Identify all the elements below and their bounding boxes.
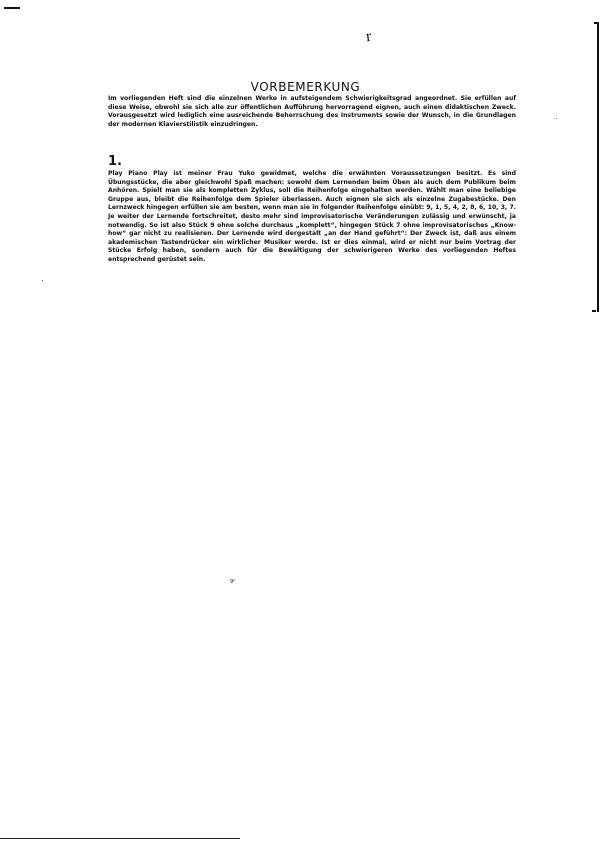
section-paragraph: Play Piano Play ist meiner Frau Yuko gewidmet, welche die erwähnten Voraussetzungen besitzt. Es sind Übungsstücke, die aber gleichwohl Spaß machen: sowohl dem Lernenden beim Üben als auch dem Publikum beim Anhören. Spielt man sie als kompletten Zyklus, soll die Reihenfolge eingehalten werden. Wählt man eine beliebige Gruppe aus, bleibt die Reihenfolge dem Spieler überlassen. Auch eignen sie sich als einzelne Zugabestücke. Den Lernzweck hingegen erfüllen sie am besten, wenn man sie in folgender Reihenfolge einübt: 9, 1, 5, 4, 2, 8, 6, 10, 3, 7. Je weiter der Lernende fortschreitet, desto mehr sind improvisatorische Veränderungen zulässig und erwünscht, ja notwendig. So ist also Stück 9 ohne solche durchaus „komplett“, hingegen Stück 7 ohne improvisatorisches „Know-how“ gar nicht zu realisieren. Der Lernende wird dergestalt „an der Hand geführt“: Der Zweck ist, daß aus einem akademischen Tastendrücker ein wirklicher Musiker werde. Ist er dies einmal, wird er nicht nur beim Vortrag der Stücke Erfolg haben, sondern auch für die Bewältigung der schwierigeren Werke des vorliegenden Heftes entsprechend gerüstet sein.	[108, 170, 516, 263]
bottom-edge-line	[0, 838, 240, 839]
page-marker: 9ᵉ	[230, 579, 236, 585]
pen-mark: r	[364, 27, 373, 46]
intro-paragraph: Im vorliegenden Heft sind die einzelnen Werke in aufsteigendem Schwierigkeitsgrad angeordnet. Sie erfüllen auf diese Weise, obwohl sie sich alle zur öffentlichen Aufführung hervorragend eignen, auch einen didaktischen Zweck. Vorausgesetzt wird lediglich eine ausreichende Beherrschung des Instruments sowie der Wunsch, in die Grundlagen der modernen Klavierstilistik einzudringen.	[108, 95, 516, 128]
page-title: VORBEMERKUNG	[250, 80, 361, 95]
top-left-dash	[4, 7, 20, 9]
scan-speck	[556, 118, 557, 119]
margin-bracket	[597, 22, 599, 312]
scan-speck	[42, 280, 43, 281]
section-number: 1.	[108, 154, 122, 169]
